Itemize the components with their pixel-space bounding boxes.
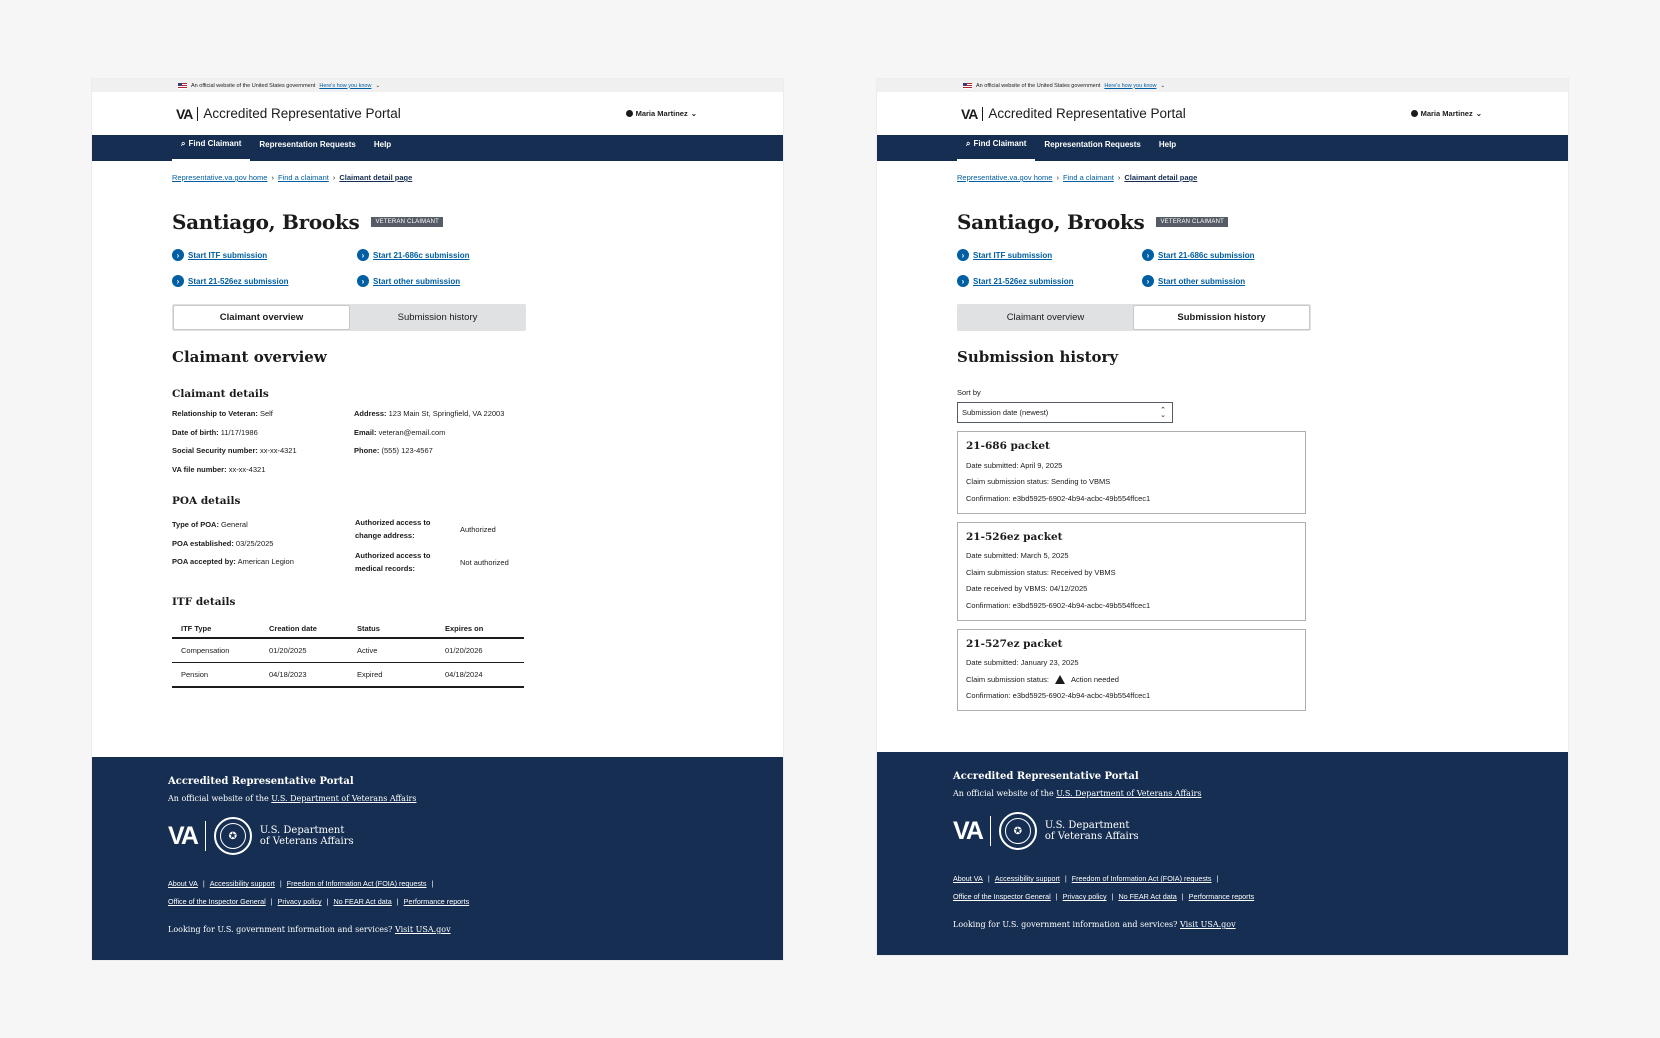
chevron-down-icon: ⌄ (375, 82, 381, 89)
warning-icon (1055, 675, 1065, 684)
arrow-right-icon: › (957, 275, 969, 287)
column-header: Expires on (436, 618, 524, 638)
breadcrumb-home[interactable]: Representative.va.gov home (172, 173, 268, 182)
department-line: of Veterans Affairs (259, 836, 354, 847)
footer-links: About VA | Accessibility support | Freedom of Information Act (FOIA) requests | Office of the Inspector General | Privacy policy | No FEAR Act data | Performance reports (953, 874, 1255, 901)
logo-divider (205, 821, 206, 851)
claimant-type-badge: VETERAN CLAIMANT (1156, 217, 1228, 227)
footer-logos (953, 812, 1568, 850)
section-title: Submission history (957, 348, 1119, 366)
view-toggle (172, 304, 526, 331)
arrow-right-icon: › (1142, 249, 1154, 261)
submission-card (957, 629, 1306, 712)
footer-link-oig[interactable]: Office of the Inspector General (953, 892, 1051, 901)
auth-change-address-row (355, 516, 496, 542)
arrow-right-icon: › (1142, 275, 1154, 287)
va-logo: VA (961, 105, 978, 122)
arrow-right-icon: › (357, 249, 369, 261)
itf-details-title: ITF details (172, 596, 236, 608)
va-logo: VA (953, 816, 982, 845)
action-label: Start other submission (373, 276, 461, 286)
breadcrumb-home[interactable]: Representative.va.gov home (957, 173, 1053, 182)
card-status-line (966, 671, 1297, 688)
tab-claimant-overview[interactable]: Claimant overview (1006, 312, 1085, 323)
footer-link-foia[interactable]: Freedom of Information Act (FOIA) requests (1071, 874, 1212, 883)
footer-usa (953, 920, 1568, 929)
user-name: Maria Martinez (635, 109, 688, 118)
action-label: Start 21-686c submission (1158, 250, 1255, 260)
portal-logo[interactable] (961, 106, 1186, 122)
footer-official-text: An official website of the (953, 789, 1054, 798)
nav-label: Find Claimant (188, 139, 242, 148)
card-line: Confirmation: e3bd5925-6902-4b94-acbc-49b554ffcec1 (966, 493, 1151, 503)
footer-link-performance[interactable]: Performance reports (403, 897, 470, 906)
sort-select[interactable] (957, 402, 1173, 423)
official-text: An official website of the United States government (976, 82, 1101, 89)
site-header (92, 92, 783, 135)
status-value: Action needed (1070, 674, 1119, 684)
nav-help[interactable] (1150, 135, 1185, 161)
detail-row (354, 428, 504, 447)
action-label: Start ITF submission (188, 250, 268, 260)
footer-link-about[interactable]: About VA (953, 874, 983, 883)
breadcrumb-current[interactable]: Claimant detail page (339, 173, 413, 182)
detail-row (172, 409, 297, 428)
start-686c-link[interactable] (1142, 249, 1327, 261)
arrow-right-icon: › (357, 275, 369, 287)
footer-title: Accredited Representative Portal (953, 771, 1139, 782)
detail-label (355, 516, 460, 542)
detail-label: Social Security number: (172, 446, 258, 455)
start-686c-link[interactable] (357, 249, 542, 261)
logo-divider (982, 107, 983, 121)
detail-row (172, 539, 294, 558)
detail-value: Authorized (460, 524, 496, 534)
detail-label: POA accepted by: (172, 557, 236, 566)
detail-label: Email: (354, 427, 377, 437)
detail-row (354, 409, 504, 428)
submission-history-screen (877, 79, 1568, 955)
label-line: Authorized access to (355, 551, 431, 560)
footer-link-privacy[interactable]: Privacy policy (1062, 892, 1107, 901)
card-title: 21-527ez packet (966, 637, 1063, 650)
va-department-link[interactable]: U.S. Department of Veterans Affairs (1056, 789, 1202, 798)
submission-card (957, 522, 1306, 621)
chevron-down-icon: ⌄ (690, 109, 697, 118)
sort-value: Submission date (newest) (962, 408, 1049, 417)
action-label: Start 21-686c submission (373, 250, 470, 260)
arrow-right-icon: › (172, 275, 184, 287)
va-seal-icon (999, 812, 1037, 850)
detail-value: 123 Main St, Springfield, VA 22003 (388, 409, 505, 418)
breadcrumb (172, 173, 783, 182)
start-other-link[interactable] (357, 275, 542, 287)
table-cell: 04/18/2024 (436, 663, 524, 688)
detail-value: Self (259, 409, 273, 418)
detail-label: Relationship to Veteran: (172, 409, 258, 418)
main-content (92, 161, 783, 688)
footer-link-no-fear[interactable]: No FEAR Act data (1118, 892, 1177, 901)
detail-value: 11/17/1986 (220, 427, 258, 437)
section-title: Claimant overview (172, 348, 327, 366)
breadcrumb-find[interactable]: Find a claimant (1062, 173, 1114, 182)
card-line: Confirmation: e3bd5925-6902-4b94-acbc-49b554ffcec1 (966, 600, 1151, 610)
claimant-name: Santiago, Brooks (957, 210, 1145, 234)
main-nav (877, 135, 1568, 161)
select-arrows-icon: ⌃ ⌄ (1160, 406, 1166, 419)
breadcrumb-current[interactable]: Claimant detail page (1124, 173, 1198, 182)
submission-list (957, 431, 1568, 711)
main-nav (92, 135, 783, 161)
start-other-link[interactable] (1142, 275, 1327, 287)
nav-label: Help (1158, 140, 1177, 149)
claimant-name: Santiago, Brooks (172, 210, 360, 234)
label-line: medical records: (355, 564, 416, 573)
detail-value: Not authorized (460, 557, 509, 567)
claimant-details-right (354, 409, 504, 465)
footer-official (953, 789, 1568, 798)
detail-label: VA file number: (172, 464, 227, 474)
footer-link-accessibility[interactable]: Accessibility support (209, 879, 275, 888)
action-label: Start 21-526ez submission (188, 276, 289, 286)
column-header: ITF Type (172, 618, 260, 638)
usa-gov-link[interactable]: Visit USA.gov (394, 925, 451, 934)
table-cell: Expired (348, 663, 436, 688)
department-line: of Veterans Affairs (1044, 831, 1139, 842)
va-logo: VA (168, 821, 197, 850)
claimant-header (957, 210, 1568, 234)
detail-row (172, 465, 297, 484)
detail-label (355, 549, 460, 575)
claimant-header (172, 210, 783, 234)
us-flag-icon (963, 83, 972, 89)
site-header (877, 92, 1568, 135)
detail-value: veteran@email.com (378, 427, 446, 437)
chevron-down-icon: ⌄ (1475, 109, 1482, 118)
breadcrumb-find[interactable]: Find a claimant (277, 173, 329, 182)
detail-label: POA established: (172, 538, 234, 548)
detail-value: American Legion (237, 557, 294, 566)
department-name (1045, 820, 1139, 842)
logo-divider (197, 107, 198, 121)
action-label: Start other submission (1158, 276, 1246, 286)
detail-row (172, 446, 297, 465)
table-cell: Active (348, 638, 436, 663)
user-name: Maria Martinez (1420, 109, 1473, 118)
poa-details (172, 516, 783, 576)
nav-label: Representation Requests (259, 140, 356, 149)
nav-label: Help (373, 140, 392, 149)
detail-label: Address: (354, 409, 387, 418)
nav-representation-requests[interactable] (250, 135, 364, 161)
footer-link-privacy[interactable]: Privacy policy (277, 897, 322, 906)
claimant-details-left (172, 409, 297, 483)
card-line: Date received by VBMS: 04/12/2025 (966, 584, 1088, 594)
breadcrumb (957, 173, 1568, 182)
detail-label: Phone: (354, 446, 380, 455)
claimant-details (172, 409, 783, 479)
start-526ez-link[interactable] (172, 275, 357, 287)
action-label: Start 21-526ez submission (973, 276, 1074, 286)
footer-link-accessibility[interactable]: Accessibility support (994, 874, 1060, 883)
table-row (172, 663, 524, 688)
seal-eagle-icon: ✪ (1005, 818, 1031, 844)
seal-eagle-icon: ✪ (220, 823, 246, 849)
card-line: Date submitted: March 5, 2025 (966, 551, 1069, 561)
detail-value: General (221, 520, 248, 529)
start-526ez-link[interactable] (957, 275, 1142, 287)
itf-table (172, 618, 524, 688)
detail-row (172, 557, 294, 576)
status-label: Claim submission status: (966, 674, 1049, 684)
nav-label: Find Claimant (973, 139, 1027, 148)
va-department-link[interactable]: U.S. Department of Veterans Affairs (271, 794, 417, 803)
table-cell: 01/20/2025 (260, 638, 348, 663)
footer-title: Accredited Representative Portal (168, 776, 354, 787)
breadcrumb-separator: › (1056, 173, 1059, 182)
gov-banner (877, 79, 1568, 92)
table-cell: 01/20/2026 (436, 638, 524, 663)
card-title: 21-686 packet (966, 440, 1050, 452)
nav-representation-requests[interactable] (1035, 135, 1149, 161)
detail-label: Type of POA: (172, 520, 219, 529)
tab-claimant-overview[interactable]: Claimant overview (173, 305, 350, 330)
portal-title: Accredited Representative Portal (203, 106, 401, 121)
auth-medical-records-row (355, 549, 509, 575)
detail-value: 03/25/2025 (235, 538, 274, 548)
start-itf-link[interactable] (957, 249, 1142, 261)
detail-row (172, 520, 294, 539)
detail-value: (555) 123-4567 (381, 446, 433, 455)
card-title: 21-526ez packet (966, 530, 1063, 543)
poa-details-title: POA details (172, 495, 241, 507)
tab-submission-history[interactable]: Submission history (1133, 305, 1310, 330)
footer-usa-text: Looking for U.S. government information and services? (168, 925, 393, 934)
official-text: An official website of the United States government (191, 82, 316, 89)
va-logo: VA (176, 105, 193, 122)
table-cell: 04/18/2023 (260, 663, 348, 688)
label-line: Authorized access to (355, 518, 431, 527)
gov-banner (92, 79, 783, 92)
user-menu[interactable] (1411, 109, 1482, 118)
action-label: Start ITF submission (973, 250, 1053, 260)
card-line: Claim submission status: Sending to VBMS (966, 477, 1111, 487)
footer-usa-text: Looking for U.S. government information and services? (953, 920, 1178, 929)
sort-label: Sort by (957, 388, 981, 397)
logo-divider (990, 816, 991, 846)
footer-link-about[interactable]: About VA (168, 879, 198, 888)
detail-row (354, 446, 504, 465)
search-icon: ⌕ (181, 138, 186, 148)
footer-logos (168, 817, 783, 855)
table-header-row (172, 618, 524, 638)
table-row (172, 638, 524, 663)
view-toggle (957, 304, 1311, 331)
detail-row (172, 428, 297, 447)
footer-links: About VA | Accessibility support | Freedom of Information Act (FOIA) requests | Office of the Inspector General | Privacy policy | No FEAR Act data | Performance reports (168, 879, 470, 906)
footer-link-oig[interactable]: Office of the Inspector General (168, 897, 266, 906)
nav-label: Representation Requests (1044, 140, 1141, 149)
chevron-down-icon: ⌄ (1160, 82, 1166, 89)
how-you-know-link[interactable]: Here's how you know (1104, 82, 1157, 89)
user-menu[interactable] (626, 109, 697, 118)
arrow-right-icon: › (172, 249, 184, 261)
footer-official-text: An official website of the (168, 794, 269, 803)
portal-title: Accredited Representative Portal (988, 106, 1186, 121)
detail-value: xx-xx-4321 (228, 464, 266, 474)
va-seal-icon (214, 817, 252, 855)
portal-logo[interactable] (176, 106, 401, 122)
user-icon (626, 110, 633, 117)
card-line: Confirmation: e3bd5925-6902-4b94-acbc-49b554ffcec1 (966, 691, 1151, 701)
usa-gov-link[interactable]: Visit USA.gov (1179, 920, 1236, 929)
card-line: Date submitted: January 23, 2025 (966, 658, 1079, 668)
card-line: Date submitted: April 9, 2025 (966, 460, 1063, 470)
main-content (877, 161, 1568, 711)
detail-value: xx-xx-4321 (259, 446, 297, 455)
detail-label: Date of birth: (172, 427, 219, 437)
nav-help[interactable] (365, 135, 400, 161)
submission-card (957, 431, 1306, 514)
search-icon: ⌕ (966, 138, 971, 148)
submission-actions (957, 249, 1568, 287)
start-itf-link[interactable] (172, 249, 357, 261)
claimant-details-title: Claimant details (172, 388, 269, 400)
user-icon (1411, 110, 1418, 117)
breadcrumb-separator: › (332, 173, 336, 182)
us-flag-icon (178, 83, 187, 89)
footer-official (168, 794, 783, 803)
department-name (260, 825, 354, 847)
site-footer (877, 752, 1568, 955)
tab-submission-history[interactable]: Submission history (397, 312, 478, 323)
nav-find-claimant[interactable] (957, 135, 1035, 161)
department-line: U.S. Department (1044, 820, 1130, 831)
breadcrumb-separator: › (1117, 173, 1121, 182)
site-footer (92, 757, 783, 960)
claimant-overview-screen (92, 79, 783, 960)
nav-find-claimant[interactable] (172, 135, 250, 161)
footer-link-foia[interactable]: Freedom of Information Act (FOIA) requests (286, 879, 427, 888)
table-cell: Pension (172, 663, 260, 688)
how-you-know-link[interactable]: Here's how you know (319, 82, 372, 89)
department-line: U.S. Department (259, 825, 345, 836)
table-cell: Compensation (172, 638, 260, 663)
submission-actions (172, 249, 783, 287)
claimant-type-badge: VETERAN CLAIMANT (371, 217, 443, 227)
breadcrumb-separator: › (271, 173, 274, 182)
label-line: change address: (355, 531, 415, 540)
card-line: Claim submission status: Received by VBMS (966, 567, 1116, 577)
footer-link-performance[interactable]: Performance reports (1188, 892, 1255, 901)
footer-link-no-fear[interactable]: No FEAR Act data (333, 897, 392, 906)
poa-details-left (172, 520, 294, 576)
column-header: Status (348, 618, 436, 638)
arrow-right-icon: › (957, 249, 969, 261)
column-header: Creation date (260, 618, 348, 638)
footer-usa (168, 925, 783, 934)
